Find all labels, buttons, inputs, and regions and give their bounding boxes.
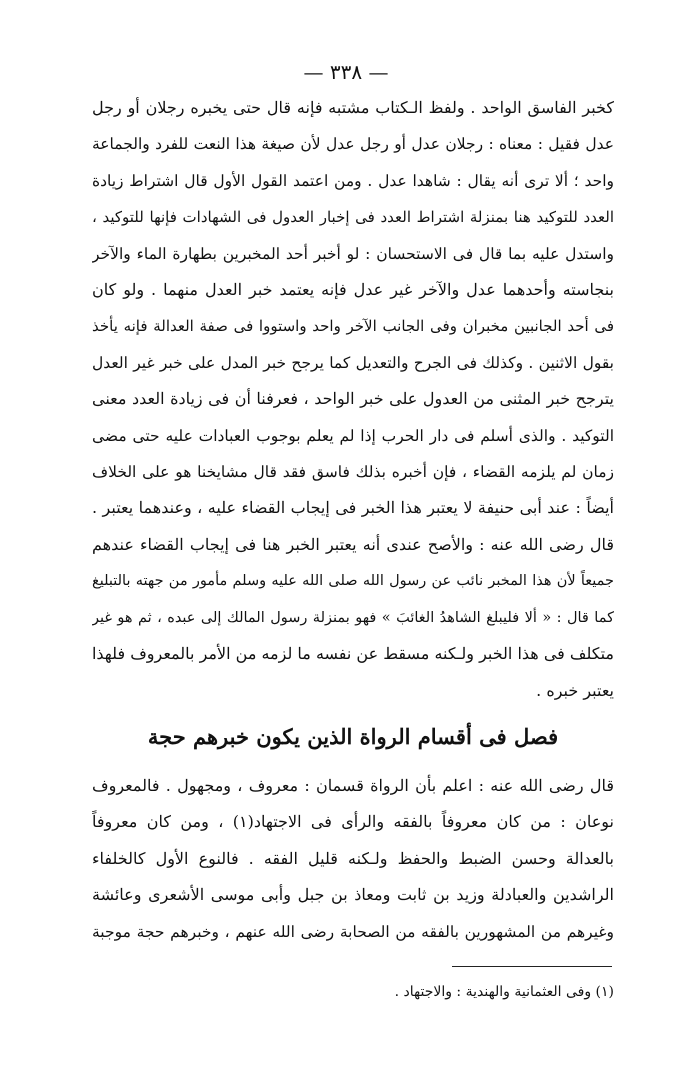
text-line: قال رضى الله عنه : اعلم بأن الرواة قسمان : معروف ، ومجهول . فالمعروف — [92, 776, 614, 795]
text-line: زمان لم يلزمه القضاء ، فإن أخبره بذلك فاسق فقد قال مشايخنا هو على الخلاف — [92, 463, 614, 482]
text-line: عدل فقيل : معناه : رجلان عدل أو رجل عدل لأن صيغة هذا النعت للفرد والجماعة — [92, 135, 614, 154]
footnote: (١) وفى العثمانية والهندية : والاجتهاد . — [394, 984, 614, 1000]
text-line: يترجح خبر المثنى من العدول على خبر الواحد ، فعرفنا أن فى زيادة العدد معنى — [92, 389, 614, 409]
text-line: بالعدالة وحسن الضبط والحفظ ولـكنه قليل الفقه . فالنوع الأول كالخلفاء — [92, 848, 614, 868]
text-line: جميعاً لأن هذا المخبر نائب عن رسول الله صلى الله عليه وسلم مأمور من جهته بالتبليغ — [92, 573, 614, 590]
text-line: العدد للتوكيد هنا بمنزلة اشتراط العدد فى إخبار العدول فى الشهادات فإنها للتوكيد ، — [92, 208, 614, 227]
text-line: قال رضى الله عنه : والأصح عندى أنه يعتبر الخبر هنا فى إيجاب القضاء عندهم — [92, 534, 614, 554]
footnote-divider — [452, 966, 612, 967]
text-line: وغيرهم من المشهورين بالفقه من الصحابة رضى الله عنهم ، وخبرهم حجة موجبة — [92, 922, 614, 941]
text-line: أيضاً : عند أبى حنيفة لا يعتبر هذا الخبر فى إيجاب القضاء عليه ، وعندهما يعتبر . — [92, 498, 614, 518]
text-line: التوكيد . والذى أسلم فى دار الحرب إذا لم يعلم بوجوب العبادات عليه حتى مضى — [92, 426, 614, 445]
page-number: — ٣٣٨ — — [303, 60, 389, 84]
text-line: فى أحد الجانبين مخبران وفى الجانب الآخر واحد واستووا فى صفة العدالة فإنه يأخذ — [92, 317, 614, 336]
text-line: يعتبر خبره . — [536, 680, 614, 700]
text-line: واحد ؛ ألا ترى أنه يقال : شاهدا عدل . ومن اعتمد القول الأول قال اشتراط زيادة — [92, 171, 614, 190]
text-line: بقول الاثنين . وكذلك فى الجرح والتعديل كما يرجح خبر المدل على خبر غير العدل — [92, 353, 614, 372]
text-line: كما قال : « ألا فليبلغ الشاهدُ الغائبَ » فهو بمنزلة رسول المالك إلى عبده ، ثم هو غير — [92, 609, 614, 626]
text-line: كخبر الفاسق الواحد . ولفظ الـكتاب مشتبه فإنه قال حتى يخبره رجلان أو رجل — [92, 98, 614, 117]
text-line: متكلف فى هذا الخبر ولـكنه مسقط عن نفسه ما لزمه من الأمر بالمعروف فلهذا — [92, 644, 614, 664]
text-line: واستدل عليه بما قال فى الاستحسان : لو أخبر أحد المخبرين بطهارة الماء والآخر — [92, 244, 614, 263]
text-line: نوعان : من كان معروفاً بالفقه والرأى فى الاجتهاد(١) ، ومن كان معروفاً — [92, 812, 614, 832]
text-line: الراشدين والعبادلة وزيد بن ثابت ومعاذ بن جبل وأبى موسى الأشعرى وعائشة — [92, 885, 614, 905]
section-heading: فصل فى أقسام الرواة الذين يكون خبرهم حجة — [147, 724, 559, 749]
paragraph-2 — [92, 768, 614, 950]
text-line: بنجاسته وأحدهما عدل والآخر غير عدل فإنه يعتمد خبر العدل منهما . ولو كان — [92, 280, 614, 300]
paragraph-1 — [92, 90, 614, 709]
